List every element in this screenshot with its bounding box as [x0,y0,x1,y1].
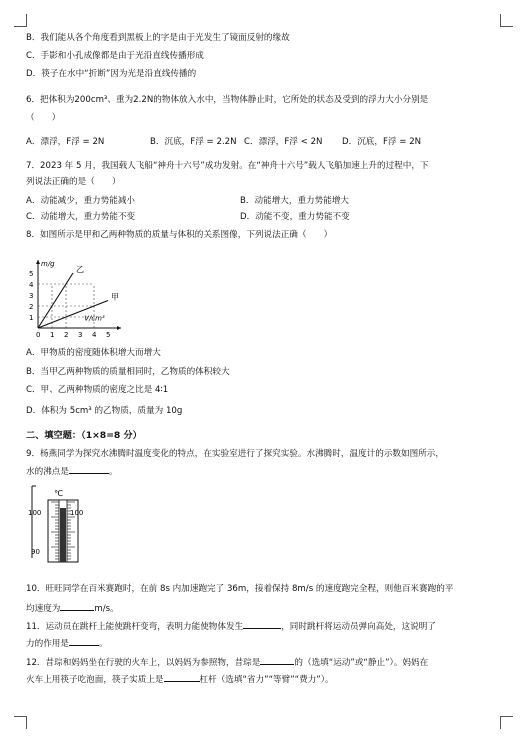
x-tick-label: 5 [106,331,111,339]
question-7-option-c: C．动能增大，重力势能不变 [26,212,136,222]
thermometer-label-right-100: 100 [70,509,84,517]
y-axis-arrow [36,260,40,264]
series-label: 甲 [111,292,119,302]
question-11-stem-line2: 力的作用是 。 [26,636,108,650]
x-tick-label: 3 [78,331,83,339]
x-tick-label: 0 [36,331,41,339]
mass-volume-chart [22,246,162,346]
thermometer-liquid-column [60,508,66,562]
y-tick-label: 3 [29,292,34,300]
answer-blank[interactable] [69,636,99,646]
question-7-option-a: A．动能减少，重力势能减小 [26,196,136,206]
option-d-text: D．筷子在水中“折断”因为光是沿直线传播的 [26,69,197,79]
thermometer-unit-label: ℃ [54,489,63,498]
question-7-stem-line1: 7．2023 年 5 月，我国载人飞船“神舟十六号”成功发射。在“神舟十六号”载人飞船加速上升的过程中，下 [26,161,429,171]
question-6-option-a: A．漂浮，F浮 = 2N [26,137,105,147]
y-axis-label: m/g [41,260,55,268]
corner-mark-top-right [500,14,513,27]
question-6-option-b: B．沉底，F浮 = 2.2N [150,137,237,147]
question-11-stem-line1: 11．运动员在跳杆上能使跳杆变弯，表明力能使物体发生 ，同时跳杆将运动员弹向高处，这说明了 [26,619,436,633]
question-10-stem-line1: 10．旺旺同学在百米赛跑时，在前 8s 内加速跑完了 36m，接着保持 8m/s 的速度跑完全程，则他百米赛跑的平 [26,584,454,594]
answer-blank[interactable] [60,601,94,611]
question-6-answer-paren: （ ） [26,113,61,123]
question-10-stem-line2: 均速度为 m/s。 [26,601,119,615]
answer-blank[interactable] [243,619,281,629]
answer-blank[interactable] [69,464,109,474]
question-6-stem: 6．把体积为200cm³、重为2.2N的物体放入水中，当物体静止时，它所处的状态及受到的浮力大小分别是 [26,95,429,105]
option-c-text: C．手影和小孔成像都是由于光沿直线传播形成 [26,51,204,61]
thermometer-figure [26,484,106,564]
option-b-text: B．我们能从各个角度看到黑板上的字是由于光发生了镜面反射的缘故 [26,33,290,43]
question-7-option-d: D．动能不变，重力势能不变 [240,212,350,222]
question-9-stem-line2: 水的沸点是 。 [26,464,118,478]
question-12-stem-line2: 火车上用筷子吃泡面，筷子实质上是 杠杆（选填“省力”“等臂”“费力”）。 [26,672,334,686]
question-6-option-d: D．沉底，F浮 = 2N [342,137,422,147]
section-2-heading: 二、填空题：（1×8=8 分） [26,430,142,441]
x-axis-label: V/cm³ [84,314,105,323]
y-tick-label: 4 [29,281,34,289]
y-tick-label: 2 [29,303,34,311]
series-label: 乙 [76,265,84,274]
answer-blank[interactable] [260,655,294,665]
x-tick-label: 4 [92,331,97,339]
question-9-stem-line1: 9．杨燕同学为探究水沸腾时温度变化的特点，在实验室进行了探究实验。水沸腾时，温度计的示数如图所示， [26,449,444,459]
y-tick-label: 5 [29,270,34,278]
question-6-option-c: C．漂浮，F浮 < 2N [244,137,323,147]
thermometer-label-left-90: 90 [31,548,40,556]
x-tick-label: 1 [50,331,55,339]
question-7-stem-line2: 列说法正确的是（ ） [26,177,121,187]
corner-mark-bottom-right [500,716,513,729]
question-8-option-d: D．体积为 5cm³ 的乙物质，质量为 10g [26,406,183,416]
question-8-option-a: A．甲物质的密度随体积增大而增大 [26,348,161,358]
thermometer-label-left-100: 100 [28,509,42,517]
answer-blank[interactable] [164,672,200,682]
question-12-stem-line1: 12．昔琮和妈妈坐在行驶的火车上，以妈妈为参照物，昔琮是 的（选填“运动”或“静止”）。妈妈在 [26,655,428,669]
question-8-option-c: C．甲、乙两种物质的密度之比是 4∶1 [26,385,169,395]
corner-mark-top-left [14,14,27,27]
x-axis-arrow [117,326,121,330]
series-line [38,273,73,328]
corner-mark-bottom-left [14,716,27,729]
question-8-stem: 8．如图所示是甲和乙两种物质的质量与体积的关系图像，下列说法正确（ ） [26,230,333,240]
y-tick-label: 1 [29,314,34,322]
question-7-option-b: B．动能增大，重力势能增大 [240,196,350,206]
question-8-option-b: B．当甲乙两种物质的质量相同时，乙物质的体积较大 [26,367,230,377]
x-tick-label: 2 [64,331,69,339]
